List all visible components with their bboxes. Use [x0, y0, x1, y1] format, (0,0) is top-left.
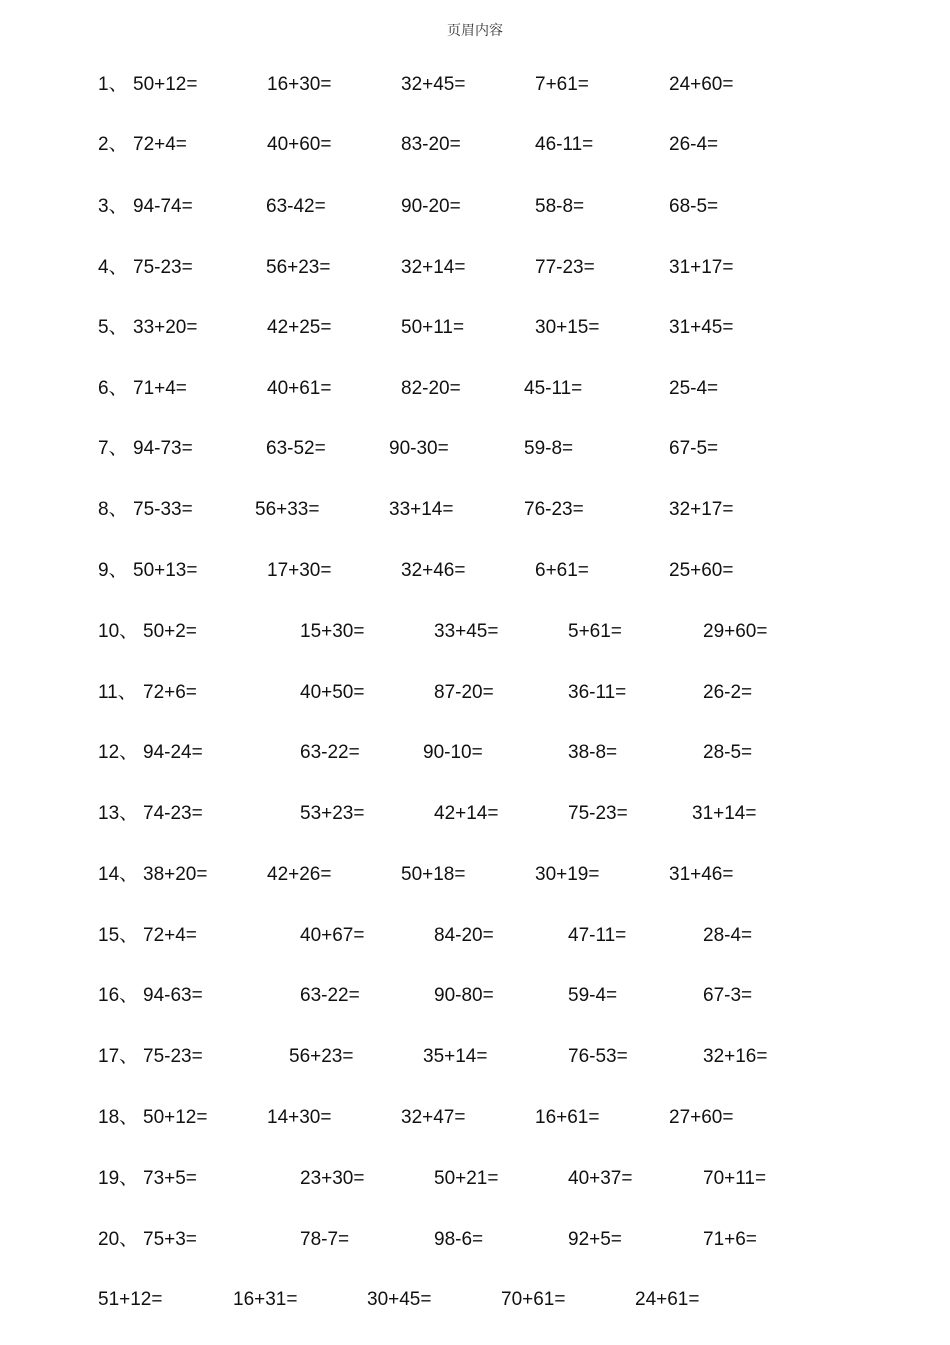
math-problem: 58-8= [535, 196, 585, 217]
math-problem: 56+33= [255, 499, 320, 520]
math-problem: 32+45= [401, 74, 466, 95]
math-problem: 5+61= [568, 621, 622, 642]
problem-number: 11、 [98, 682, 137, 703]
problem-number: 20、 [98, 1229, 139, 1250]
problem-number: 10、 [98, 621, 139, 642]
math-problem: 25+60= [669, 560, 734, 581]
math-problem: 14+30= [267, 1107, 332, 1128]
math-problem: 67-5= [669, 438, 719, 459]
math-problem: 87-20= [434, 682, 494, 703]
problem-number: 18、 [98, 1107, 139, 1128]
math-problem: 38+20= [143, 864, 208, 885]
math-problem: 16+31= [233, 1289, 298, 1310]
math-problem: 90-10= [423, 742, 483, 763]
math-problem: 75-23= [568, 803, 628, 824]
math-problem: 30+15= [535, 317, 600, 338]
page-header: 页眉内容 [447, 23, 503, 39]
math-problem: 24+61= [635, 1289, 700, 1310]
math-problem: 50+18= [401, 864, 466, 885]
math-problem: 33+14= [389, 499, 454, 520]
problem-number: 5、 [98, 317, 128, 338]
math-problem: 30+19= [535, 864, 600, 885]
problem-number: 1、 [98, 74, 128, 95]
math-problem: 15+30= [300, 621, 365, 642]
math-problem: 75-23= [143, 1046, 203, 1067]
math-problem: 31+46= [669, 864, 734, 885]
math-problem: 45-11= [524, 378, 583, 399]
math-problem: 94-24= [143, 742, 203, 763]
problem-number: 6、 [98, 378, 128, 399]
math-problem: 56+23= [266, 257, 331, 278]
math-problem: 94-63= [143, 985, 203, 1006]
problem-number: 7、 [98, 438, 128, 459]
problem-number: 9、 [98, 560, 128, 581]
math-problem: 40+60= [267, 134, 332, 155]
math-problem: 31+17= [669, 257, 734, 278]
math-problem: 84-20= [434, 925, 494, 946]
math-problem: 26-2= [703, 682, 753, 703]
math-problem: 50+13= [133, 560, 198, 581]
math-problem: 90-80= [434, 985, 494, 1006]
math-problem: 68-5= [669, 196, 719, 217]
math-problem: 82-20= [401, 378, 461, 399]
math-problem: 42+26= [267, 864, 332, 885]
math-problem: 33+20= [133, 317, 198, 338]
math-problem: 40+37= [568, 1168, 633, 1189]
math-problem: 32+47= [401, 1107, 466, 1128]
math-problem: 94-74= [133, 196, 193, 217]
math-problem: 92+5= [568, 1229, 622, 1250]
math-problem: 94-73= [133, 438, 193, 459]
math-problem: 90-30= [389, 438, 449, 459]
math-problem: 36-11= [568, 682, 627, 703]
math-problem: 72+6= [143, 682, 197, 703]
math-problem: 63-22= [300, 985, 360, 1006]
problem-number: 2、 [98, 134, 128, 155]
math-problem: 32+14= [401, 257, 466, 278]
math-problem: 50+2= [143, 621, 197, 642]
math-problem: 50+21= [434, 1168, 499, 1189]
math-problem: 56+23= [289, 1046, 354, 1067]
math-problem: 59-4= [568, 985, 618, 1006]
problem-number: 14、 [98, 864, 139, 885]
math-problem: 31+45= [669, 317, 734, 338]
math-problem: 67-3= [703, 985, 753, 1006]
math-problem: 74-23= [143, 803, 203, 824]
math-problem: 26-4= [669, 134, 719, 155]
math-problem: 31+14= [692, 803, 757, 824]
math-problem: 40+61= [267, 378, 332, 399]
math-problem: 16+30= [267, 74, 332, 95]
math-problem: 63-22= [300, 742, 360, 763]
math-problem: 72+4= [143, 925, 197, 946]
math-problem: 27+60= [669, 1107, 734, 1128]
math-problem: 38-8= [568, 742, 618, 763]
math-problem: 40+50= [300, 682, 365, 703]
math-problem: 76-53= [568, 1046, 628, 1067]
math-problem: 25-4= [669, 378, 719, 399]
math-problem: 98-6= [434, 1229, 484, 1250]
math-problem: 75-23= [133, 257, 193, 278]
math-problem: 90-20= [401, 196, 461, 217]
math-problem: 70+11= [703, 1168, 767, 1189]
problem-number: 17、 [98, 1046, 139, 1067]
problem-number: 4、 [98, 257, 128, 278]
problem-number: 16、 [98, 985, 139, 1006]
math-problem: 73+5= [143, 1168, 197, 1189]
math-problem: 32+46= [401, 560, 466, 581]
math-problem: 75+3= [143, 1229, 197, 1250]
math-problem: 23+30= [300, 1168, 365, 1189]
problem-number: 3、 [98, 196, 128, 217]
math-problem: 17+30= [267, 560, 332, 581]
math-problem: 63-52= [266, 438, 326, 459]
math-problem: 51+12= [98, 1289, 163, 1310]
math-problem: 77-23= [535, 257, 595, 278]
math-problem: 71+6= [703, 1229, 757, 1250]
math-problem: 71+4= [133, 378, 187, 399]
math-problem: 33+45= [434, 621, 499, 642]
problem-number: 15、 [98, 925, 139, 946]
math-problem: 50+11= [401, 317, 465, 338]
math-problem: 59-8= [524, 438, 574, 459]
math-problem: 16+61= [535, 1107, 600, 1128]
math-problem: 28-5= [703, 742, 753, 763]
math-problem: 28-4= [703, 925, 753, 946]
math-problem: 50+12= [133, 74, 198, 95]
math-problem: 32+17= [669, 499, 734, 520]
math-problem: 6+61= [535, 560, 589, 581]
math-problem: 75-33= [133, 499, 193, 520]
math-problem: 46-11= [535, 134, 594, 155]
math-problem: 50+12= [143, 1107, 208, 1128]
math-problem: 7+61= [535, 74, 589, 95]
math-problem: 72+4= [133, 134, 187, 155]
math-problem: 35+14= [423, 1046, 488, 1067]
math-problem: 42+14= [434, 803, 499, 824]
math-problem: 32+16= [703, 1046, 768, 1067]
math-problem: 29+60= [703, 621, 768, 642]
math-problem: 63-42= [266, 196, 326, 217]
problem-number: 12、 [98, 742, 139, 763]
math-problem: 47-11= [568, 925, 627, 946]
problem-number: 13、 [98, 803, 139, 824]
math-problem: 53+23= [300, 803, 365, 824]
math-problem: 24+60= [669, 74, 734, 95]
math-problem: 42+25= [267, 317, 332, 338]
math-problem: 40+67= [300, 925, 365, 946]
math-problem: 83-20= [401, 134, 461, 155]
math-problem: 30+45= [367, 1289, 432, 1310]
problem-number: 8、 [98, 499, 128, 520]
math-problem: 78-7= [300, 1229, 350, 1250]
math-problem: 70+61= [501, 1289, 566, 1310]
problem-number: 19、 [98, 1168, 139, 1189]
math-problem: 76-23= [524, 499, 584, 520]
